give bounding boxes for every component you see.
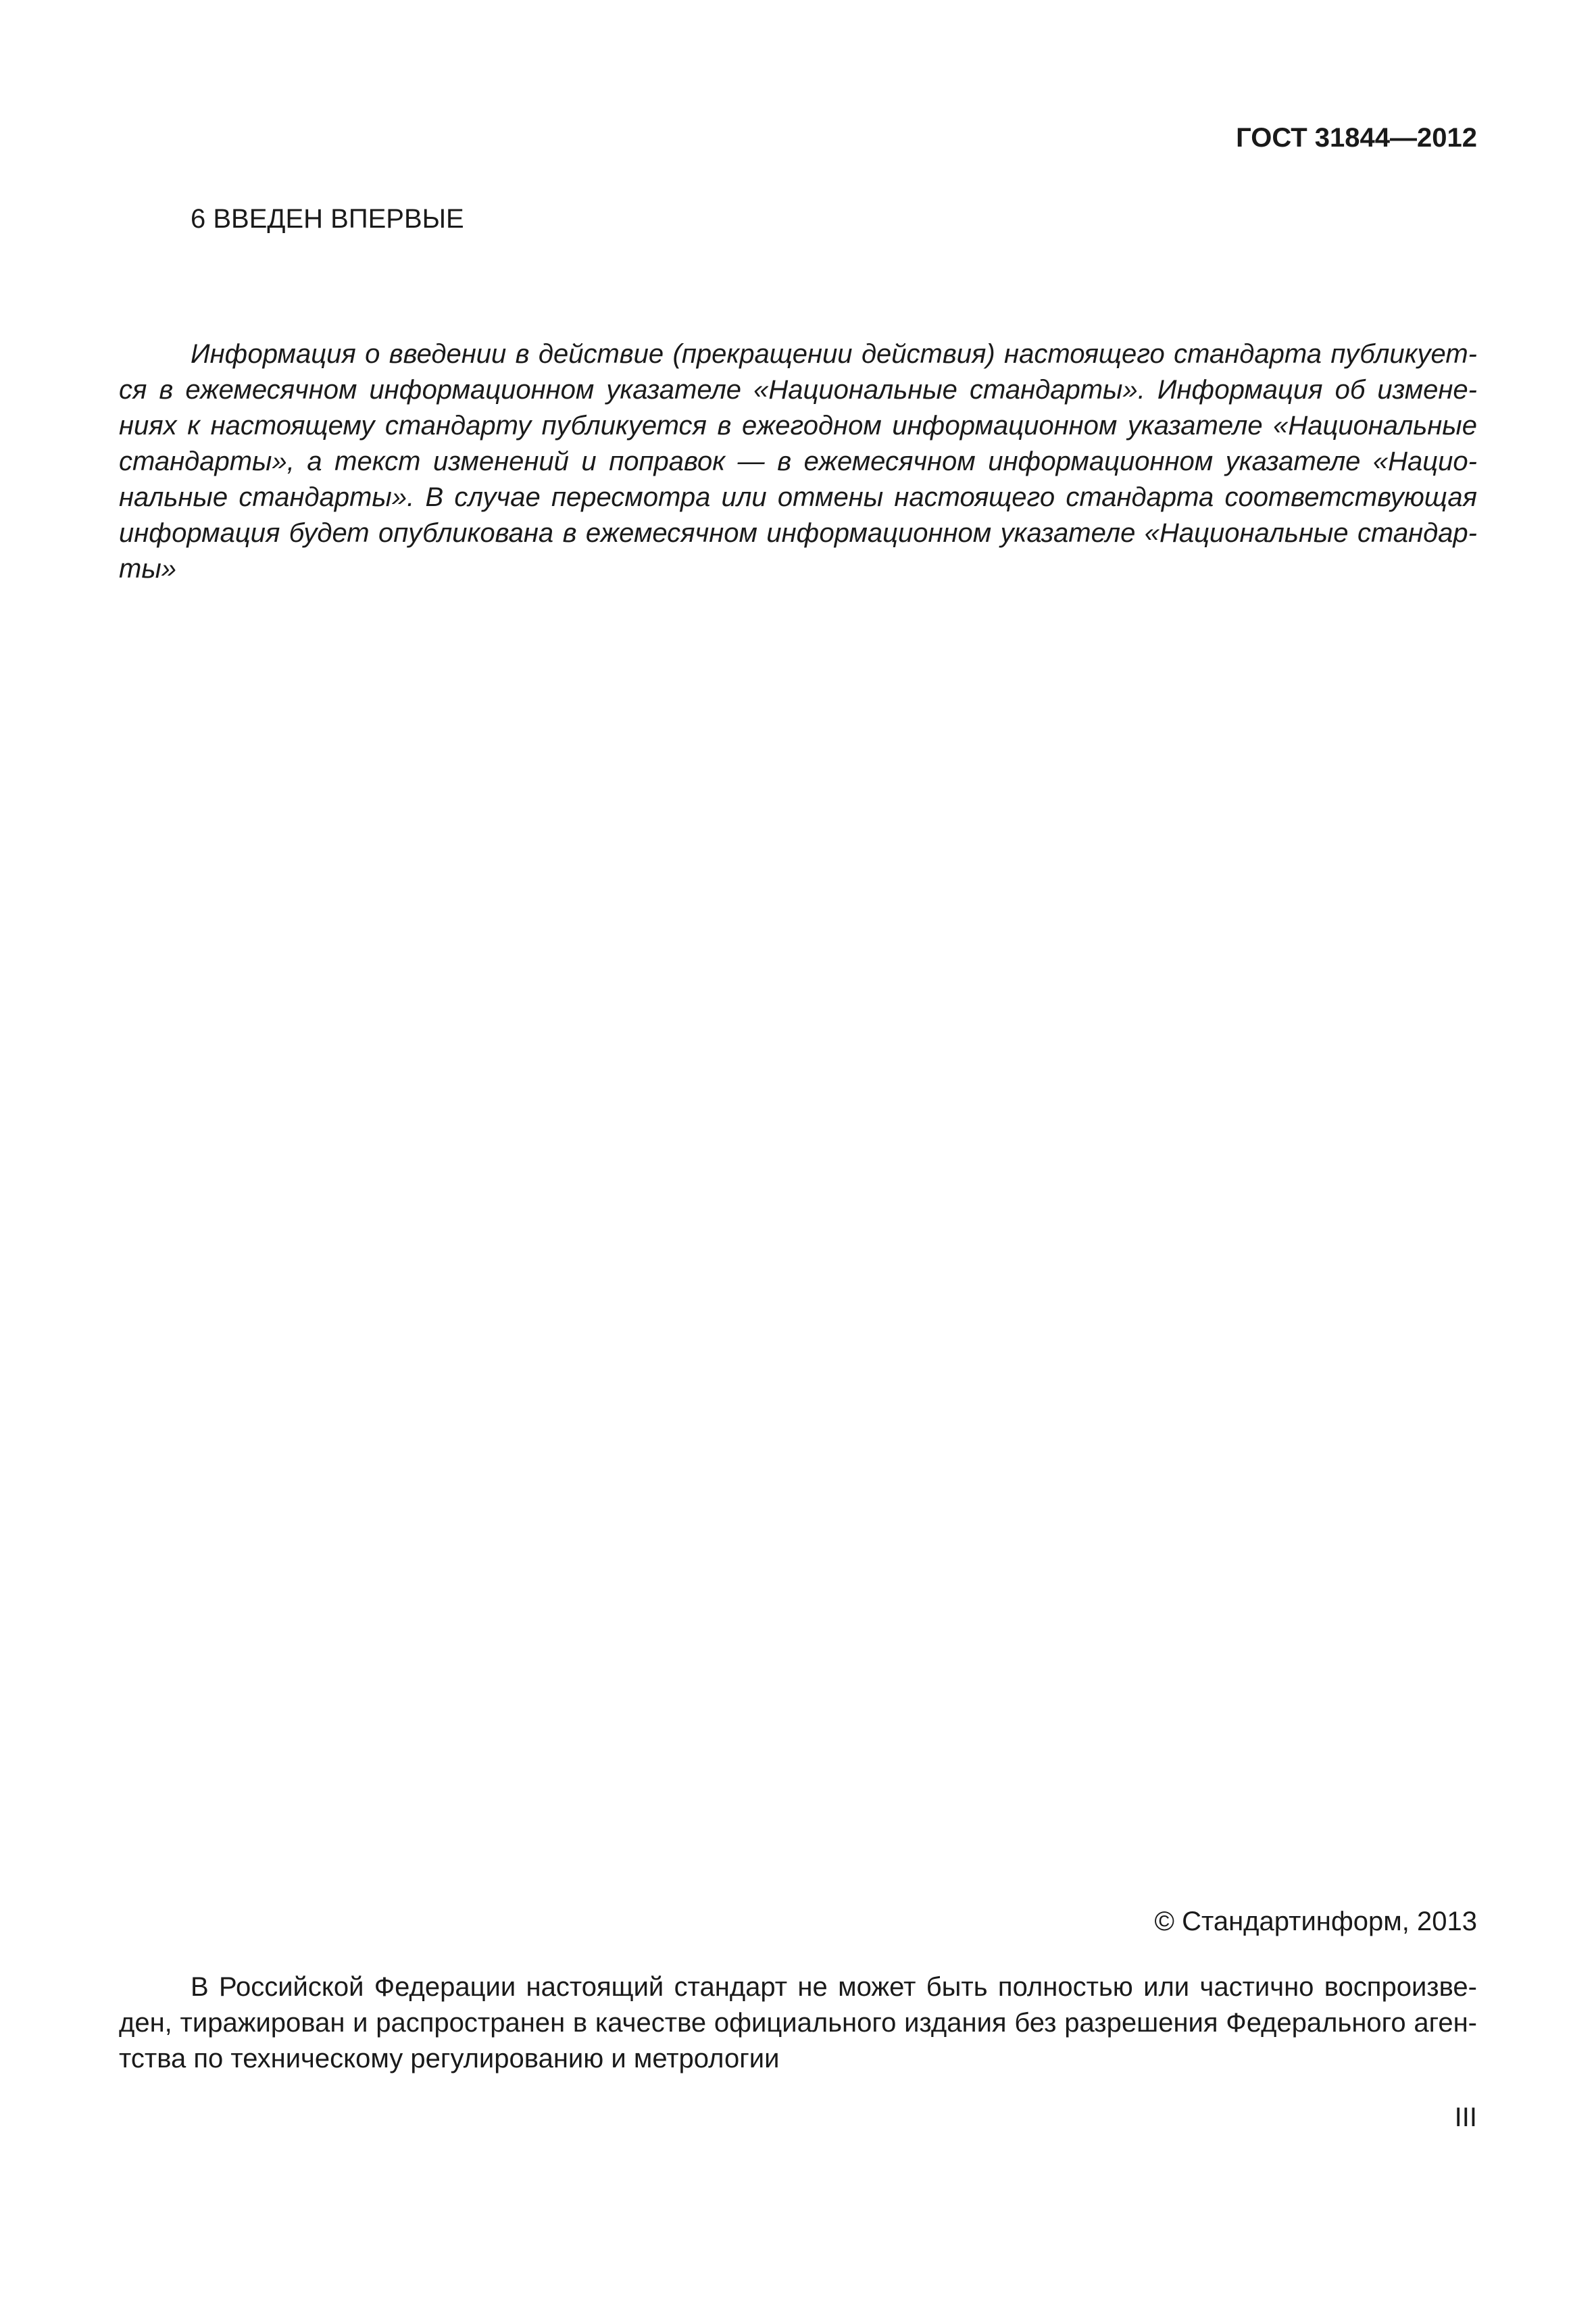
rights-line: В Российской Федерации настоящий стандарт не может быть полностью или частично воспроизве- xyxy=(191,1972,1477,2002)
info-line: стандарты», а текст изменений и поправок — в ежемесячном информационном указателе «Нацио- xyxy=(119,447,1477,476)
standard-code: ГОСТ 31844—2012 xyxy=(1236,123,1477,153)
rights-paragraph xyxy=(119,1969,1477,2077)
page-number: III xyxy=(1454,2103,1477,2132)
info-line: информация будет опубликована в ежемесячном информационном указателе «Национальные стандар- xyxy=(119,518,1477,548)
info-paragraph xyxy=(119,336,1477,587)
rights-line: ден, тиражирован и распространен в качестве официального издания без разрешения Федерального аген- xyxy=(119,2008,1477,2038)
rights-line: тства по техническому регулированию и метрологии xyxy=(119,2044,780,2073)
info-line: ты» xyxy=(119,554,176,584)
info-line: нальные стандарты». В случае пересмотра или отмены настоящего стандарта соответствующая xyxy=(119,482,1477,512)
copyright-notice: © Стандартинформ, 2013 xyxy=(1154,1907,1477,1936)
info-line: ся в ежемесячном информационном указателе «Национальные стандарты». Информация об измене- xyxy=(119,375,1477,405)
info-line: ниях к настоящему стандарту публикуется в ежегодном информационном указателе «Национальные xyxy=(119,411,1477,441)
section-item-6: 6 ВВЕДЕН ВПЕРВЫЕ xyxy=(191,204,464,234)
info-line: Информация о введении в действие (прекращении действия) настоящего стандарта публикует- xyxy=(191,339,1477,369)
